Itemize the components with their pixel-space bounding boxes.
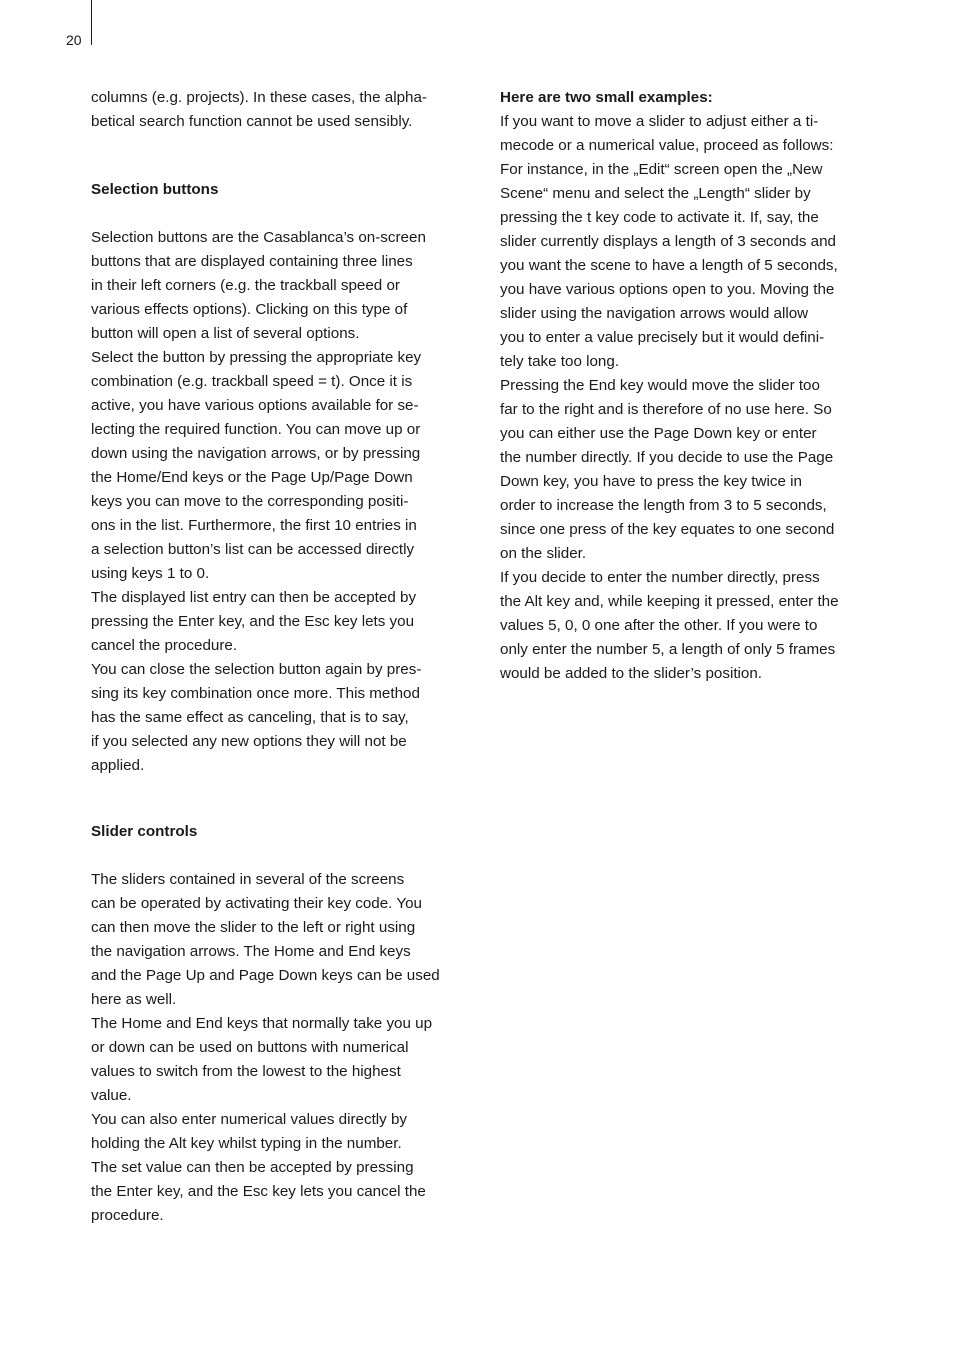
intro-paragraph: columns (e.g. projects). In these cases, the alpha- betical search function cannot be used sensibly. xyxy=(91,89,427,130)
body-paragraph: The sliders contained in several of the screens can be operated by activating their key code. You can then move the slider to the left or right using the navigation arrows. The Home and End keys and the Page Up and Page Down keys can be used here as well. xyxy=(91,871,440,1008)
body-paragraph: Selection buttons are the Casablanca’s on-screen buttons that are displayed containing three lines in their left corners (e.g. the trackball speed or various effects options). Clicking on this type of button will open a list of several options. xyxy=(91,229,426,342)
slider-controls-heading: Slider controls xyxy=(91,823,198,840)
body-paragraph: The Home and End keys that normally take you up or down can be used on buttons with numerical values to switch from the lowest to the highest value. xyxy=(91,1015,433,1104)
body-paragraph: If you decide to enter the number directly, press the Alt key and, while keeping it pressed, enter the values 5, 0, 0 one after the other. If you were to only enter the number 5, a length of only 5 frames would be added to the slider’s position. xyxy=(500,569,839,682)
body-paragraph: Select the button by pressing the appropriate key combination (e.g. trackball speed = t). Once it is active, you have various options available for se- lecting the required function. You can move up or down using the navigation arrows, or by pressing the Home/End keys or the Page Up/Page Down keys you can move to the corresponding positi- ons in the list. Furthermore, the first 10 entries in a selection button’s list can be accessed directly using keys 1 to 0. xyxy=(91,349,422,582)
selection-buttons-heading: Selection buttons xyxy=(91,181,219,198)
left-column xyxy=(91,86,483,1228)
header-rule xyxy=(91,0,92,45)
body-paragraph: The displayed list entry can then be accepted by pressing the Enter key, and the Esc key lets you cancel the procedure. xyxy=(91,589,417,654)
body-paragraph: You can also enter numerical values directly by holding the Alt key whilst typing in the number. The set value can then be accepted by pressing the Enter key, and the Esc key lets you cancel the procedure. xyxy=(91,1111,426,1224)
body-paragraph: You can close the selection button again by pres- sing its key combination once more. This method has the same effect as canceling, that is to say, if you selected any new options they will not be applied. xyxy=(91,661,422,774)
body-paragraph: Pressing the End key would move the slider too far to the right and is therefore of no use here. So you can either use the Page Down key or enter the number directly. If you decide to use the Page Down key, you have to press the key twice in order to increase the length from 3 to 5 seconds, since one press of the key equates to one second on the slider. xyxy=(500,377,835,562)
page-number: 20 xyxy=(66,32,82,48)
body-paragraph: If you want to move a slider to adjust either a ti- mecode or a numerical value, proceed as follows: For instance, in the „Edit“ screen open the „New Scene“ menu and select the „Length“ slider by pressing the t key code to activate it. If, say, the slider currently displays a length of 3 seconds and you want the scene to have a length of 5 seconds, you have various options open to you. Moving the slider using the navigation arrows would allow you to enter a value precisely but it would defini- tely take too long. xyxy=(500,113,838,370)
examples-heading: Here are two small examples: xyxy=(500,89,713,106)
right-column xyxy=(500,86,892,686)
